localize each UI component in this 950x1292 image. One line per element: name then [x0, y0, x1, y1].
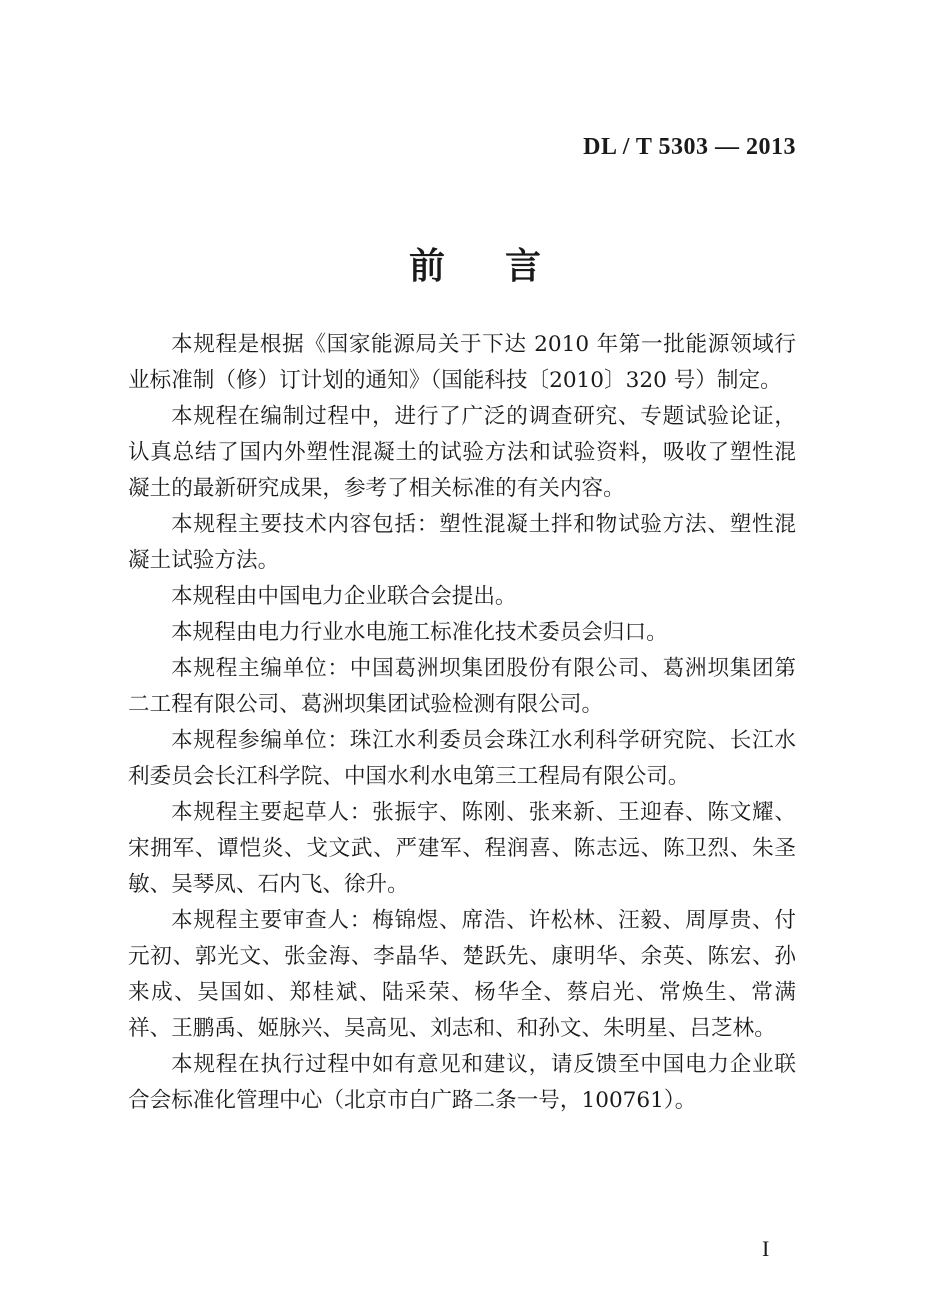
page-title — [0, 238, 950, 289]
title-char-1: 前 — [408, 245, 445, 287]
paragraph-drafters: 本规程主要起草人：张振宇、陈刚、张来新、王迎春、陈文耀、宋拥军、谭恺炎、戈文武、严建军、程润喜、陈志远、陈卫烈、朱圣敏、吴琴凤、石内飞、徐升。 — [128, 800, 796, 897]
paragraph-process: 本规程在编制过程中，进行了广泛的调查研究、专题试验论证，认真总结了国内外塑性混凝土的试验方法和试验资料，吸收了塑性混凝土的最新研究成果，参考了相关标准的有关内容。 — [128, 404, 796, 501]
paragraph-chief-units: 本规程主编单位：中国葛洲坝集团股份有限公司、葛洲坝集团第二工程有限公司、葛洲坝集团试验检测有限公司。 — [128, 656, 796, 717]
page-number: I — [762, 1236, 770, 1261]
foreword-body — [128, 327, 796, 1119]
paragraph-committee: 本规程由电力行业水电施工标准化技术委员会归口。 — [171, 620, 668, 645]
paragraph-participating-units: 本规程参编单位：珠江水利委员会珠江水利科学研究院、长江水利委员会长江科学院、中国水利水电第三工程局有限公司。 — [128, 728, 796, 789]
paragraph-feedback: 本规程在执行过程中如有意见和建议，请反馈至中国电力企业联合会标准化管理中心（北京市白广路二条一号，100761）。 — [128, 1052, 796, 1113]
paragraph-basis: 本规程是根据《国家能源局关于下达 2010 年第一批能源领域行业标准制（修）订计划的通知》（国能科技〔2010〕320 号）制定。 — [128, 332, 796, 393]
standard-code: DL / T 5303 — 2013 — [583, 134, 796, 160]
paragraph-proposer: 本规程由中国电力企业联合会提出。 — [171, 584, 517, 609]
title-char-2: 言 — [505, 245, 542, 287]
paragraph-reviewers: 本规程主要审查人：梅锦煜、席浩、许松林、汪毅、周厚贵、付元初、郭光文、张金海、李晶华、楚跃先、康明华、余英、陈宏、孙来成、吴国如、郑桂斌、陆采荣、杨华全、蔡启光、常焕生、常满祥、王鹏禹、姬脉兴、吴高见、刘志和、和孙文、朱明星、吕芝林。 — [128, 908, 796, 1041]
paragraph-content: 本规程主要技术内容包括：塑性混凝土拌和物试验方法、塑性混凝土试验方法。 — [128, 512, 796, 573]
